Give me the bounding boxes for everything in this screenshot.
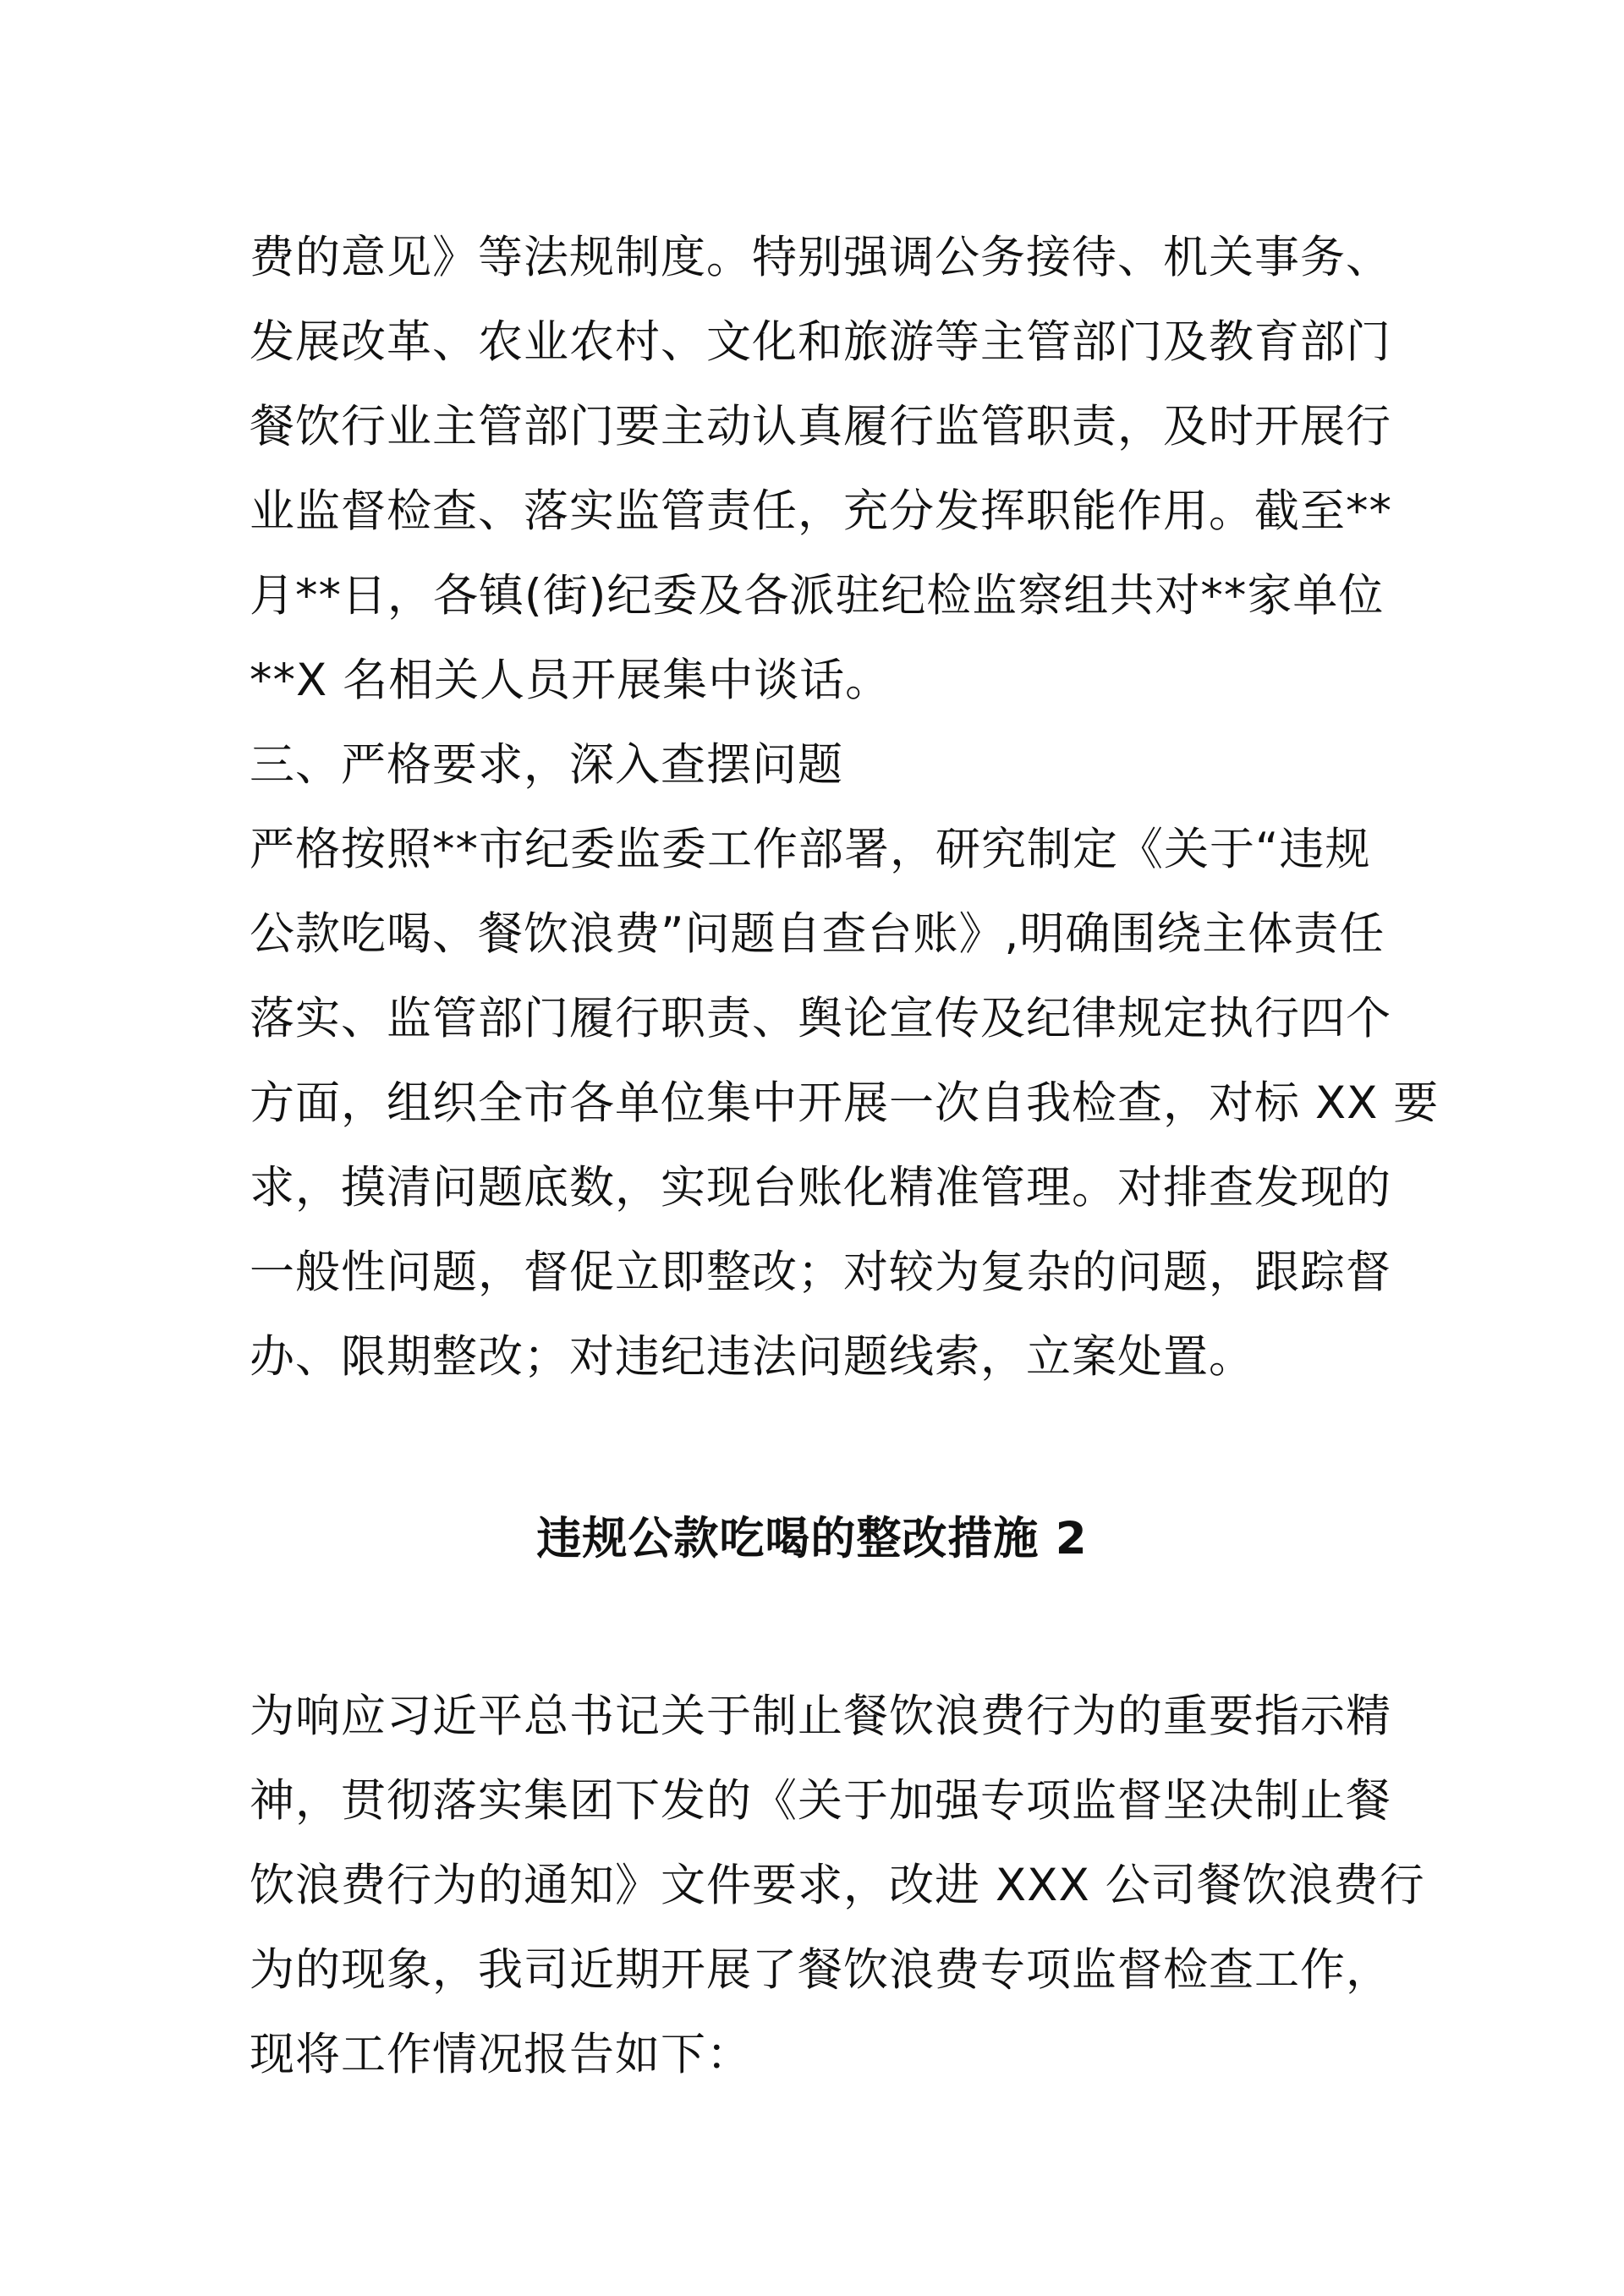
paragraph-line: 严格按照**市纪委监委工作部署，研究制定《关于“违规 bbox=[250, 824, 1371, 875]
paragraph-line: 发展改革、农业农村、文化和旅游等主管部门及教育部门 bbox=[250, 316, 1391, 368]
paragraph-line: **X 名相关人员开展集中谈话。 bbox=[250, 655, 892, 706]
paragraph-line: 公款吃喝、餐饮浪费”问题自查台账》,明确围绕主体责任 bbox=[250, 908, 1385, 960]
paragraph-line: 费的意见》等法规制度。特别强调公务接待、机关事务、 bbox=[250, 232, 1391, 283]
paragraph-line: 业监督检查、落实监管责任，充分发挥职能作用。截至** bbox=[250, 485, 1392, 537]
paragraph-line: 月**日，各镇(街)纪委及各派驻纪检监察组共对**家单位 bbox=[250, 570, 1385, 622]
section-heading: 三、严格要求，深入查摆问题 bbox=[250, 739, 843, 791]
paragraph-line: 落实、监管部门履行职责、舆论宣传及纪律规定执行四个 bbox=[250, 993, 1391, 1044]
paragraph-line: 为的现象，我司近期开展了餐饮浪费专项监督检查工作， bbox=[250, 1944, 1391, 1996]
paragraph-line: 现将工作情况报告如下： bbox=[250, 2029, 752, 2080]
paragraph-line: 求，摸清问题底数，实现台账化精准管理。对排查发现的 bbox=[250, 1162, 1391, 1214]
paragraph-line: 饮浪费行为的通知》文件要求，改进 XXX 公司餐饮浪费行 bbox=[250, 1860, 1425, 1911]
article-title: 违规公款吃喝的整改措施 2 bbox=[536, 1513, 1088, 1564]
paragraph-line: 一般性问题，督促立即整改；对较为复杂的问题，跟踪督 bbox=[250, 1247, 1391, 1298]
paragraph-line: 餐饮行业主管部门要主动认真履行监管职责，及时开展行 bbox=[250, 401, 1391, 452]
paragraph-line: 神，贯彻落实集团下发的《关于加强专项监督坚决制止餐 bbox=[250, 1775, 1391, 1827]
paragraph-line: 为响应习近平总书记关于制止餐饮浪费行为的重要指示精 bbox=[250, 1690, 1391, 1742]
paragraph-line: 方面，组织全市各单位集中开展一次自我检查，对标 XX 要 bbox=[250, 1077, 1440, 1129]
paragraph-line: 办、限期整改；对违纪违法问题线索，立案处置。 bbox=[250, 1331, 1254, 1383]
